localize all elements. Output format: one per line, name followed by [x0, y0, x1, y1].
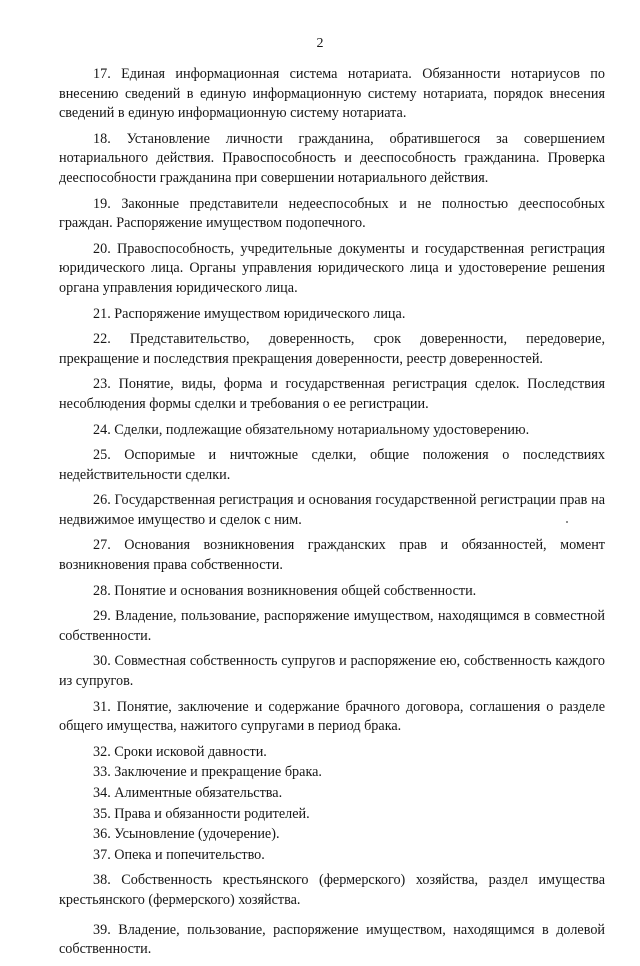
list-item-37: 37. Опека и попечительство. — [93, 846, 265, 863]
list-item-34: 34. Алиментные обязательства. — [93, 785, 283, 801]
scan-speck — [566, 521, 568, 523]
list-item-35: 35. Права и обязанности родителей. — [93, 805, 310, 822]
list-item-23: 23. Понятие, виды, форма и государственная регистрация сделок. Последствия несоблюдения формы сделки и требования о ее регистрации. — [59, 376, 605, 412]
list-item-33: 33. Заключение и прекращение брака. — [93, 764, 322, 781]
list-item-18: 18. Установление личности гражданина, обратившегося за совершением нотариального действия. Правоспособность и дееспособность гражданина. Проверка дееспособности гражданина при совершении нотариального действия. — [59, 130, 605, 186]
question-list — [59, 65, 605, 966]
page-number: 2 — [316, 36, 324, 51]
list-item-38: 38. Собственность крестьянского (фермерского) хозяйства, раздел имущества крестьянского (фермерского) хозяйства. — [59, 872, 605, 908]
list-item-39: 39. Владение, пользование, распоряжение имуществом, находящимся в долевой собственности. — [59, 921, 605, 958]
list-item-27: 27. Основания возникновения гражданских прав и обязанностей, момент возникновения права собственности. — [59, 537, 605, 574]
list-item-29: 29. Владение, пользование, распоряжение имуществом, находящимся в совместной собственности. — [59, 608, 605, 644]
list-item-20: 20. Правоспособность, учредительные документы и государственная регистрация юридического лица. Органы управления юридического лица и удостоверение решения органа управления юридического лица. — [59, 240, 605, 296]
list-item-31: 31. Понятие, заключение и содержание брачного договора, соглашения о разделе общего имущества, нажитого супругами в период брака. — [59, 698, 605, 735]
list-item-30: 30. Совместная собственность супругов и распоряжение ею, собственность каждого из супругов. — [59, 653, 605, 690]
list-item-36: 36. Усыновление (удочерение). — [93, 826, 280, 843]
list-item-21: 21. Распоряжение имуществом юридического лица. — [93, 305, 406, 322]
list-item-26: 26. Государственная регистрация и основания государственной регистрации прав на недвижимое имущество и сделок с ним. — [59, 492, 605, 528]
list-item-22: 22. Представительство, доверенность, срок доверенности, передоверие, прекращение и последствия прекращения доверенности, реестр доверенностей. — [59, 331, 605, 367]
list-item-24: 24. Сделки, подлежащие обязательному нотариальному удостоверению. — [93, 421, 530, 438]
list-item-19: 19. Законные представители недееспособных и не полностью дееспособных граждан. Распоряжение имуществом подопечного. — [59, 195, 605, 232]
list-item-28: 28. Понятие и основания возникновения общей собственности. — [93, 582, 477, 599]
list-item-25: 25. Оспоримые и ничтожные сделки, общие положения о последствиях недействительности сделки. — [59, 447, 605, 483]
list-item-17: 17. Единая информационная система нотариата. Обязанности нотариусов по внесению сведений в единую информационную систему нотариата, порядок внесения сведений в единую информационную систему нотариата. — [59, 66, 605, 122]
list-item-32: 32. Сроки исковой давности. — [93, 743, 267, 760]
